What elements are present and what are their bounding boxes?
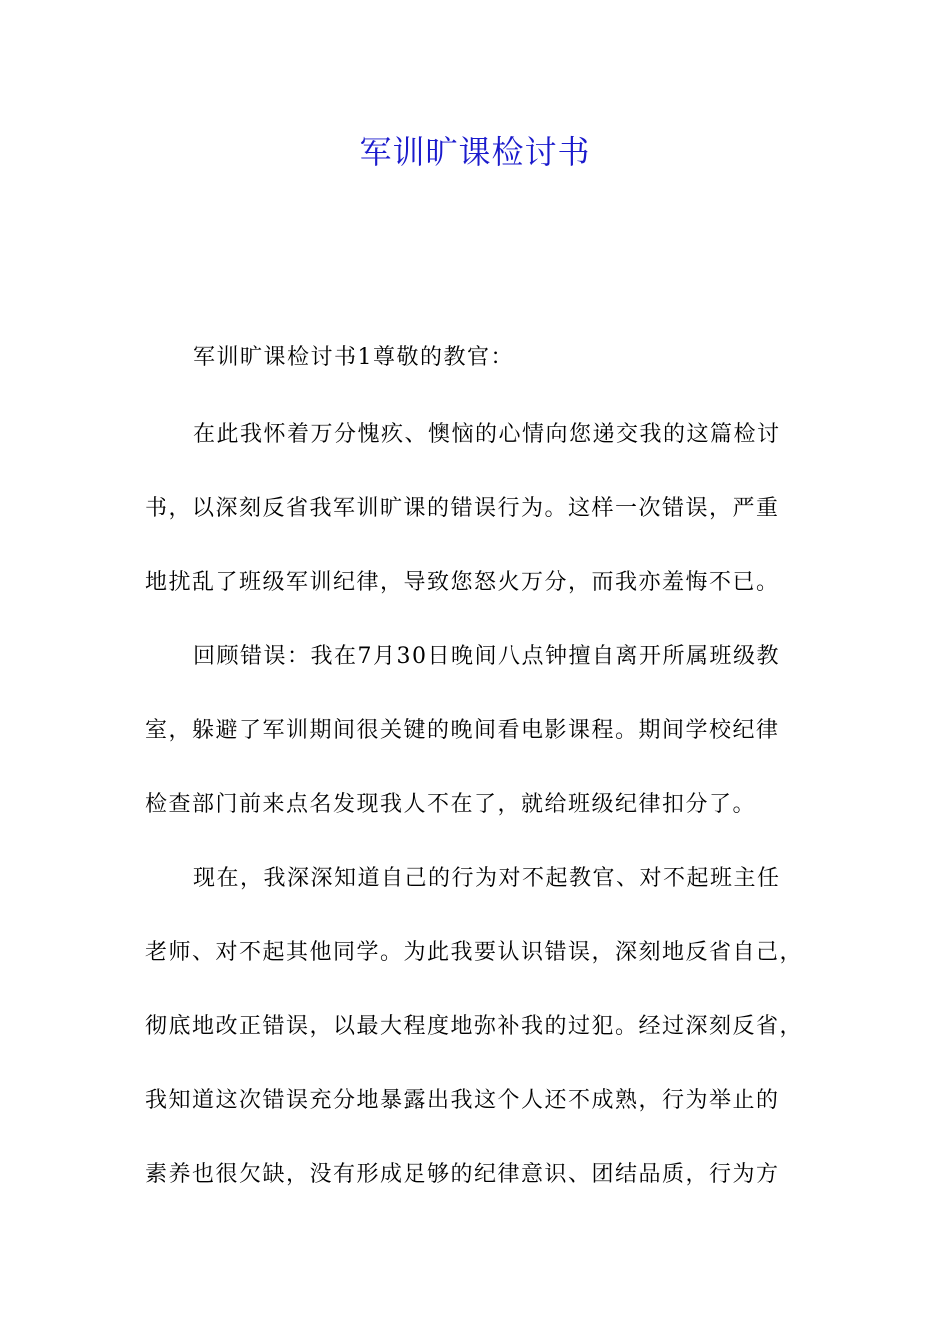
document-title: 军训旷课检讨书 [359, 133, 591, 171]
paragraph-line: 素养也很欠缺，没有形成足够的纪律意识、团结品质，行为方 [145, 1162, 780, 1187]
salutation-line: 军训旷课检讨书1尊敬的教官： [193, 345, 514, 370]
paragraph-line: 彻底地改正错误，以最大程度地弥补我的过犯。经过深刻反省， [145, 1014, 804, 1039]
paragraph-line: 在此我怀着万分愧疚、懊恼的心情向您递交我的这篇检讨 [193, 422, 781, 447]
paragraph-line: 检查部门前来点名发现我人不在了，就给班级纪律扣分了。 [145, 792, 757, 817]
paragraph-line: 地扰乱了班级军训纪律，导致您怒火万分，而我亦羞悔不已。 [145, 570, 780, 595]
paragraph-line: 室，躲避了军训期间很关键的晚间看电影课程。期间学校纪律 [145, 718, 780, 743]
paragraph-line: 我知道这次错误充分地暴露出我这个人还不成熟，行为举止的 [145, 1088, 780, 1113]
paragraph-line: 老师、对不起其他同学。为此我要认识错误，深刻地反省自己， [145, 940, 804, 965]
paragraph-line: 书，以深刻反省我军训旷课的错误行为。这样一次错误，严重 [145, 496, 780, 521]
paragraph-line: 回顾错误：我在7月30日晚间八点钟擅自离开所属班级教 [193, 644, 780, 669]
paragraph-line: 现在，我深深知道自己的行为对不起教官、对不起班主任 [193, 866, 781, 891]
